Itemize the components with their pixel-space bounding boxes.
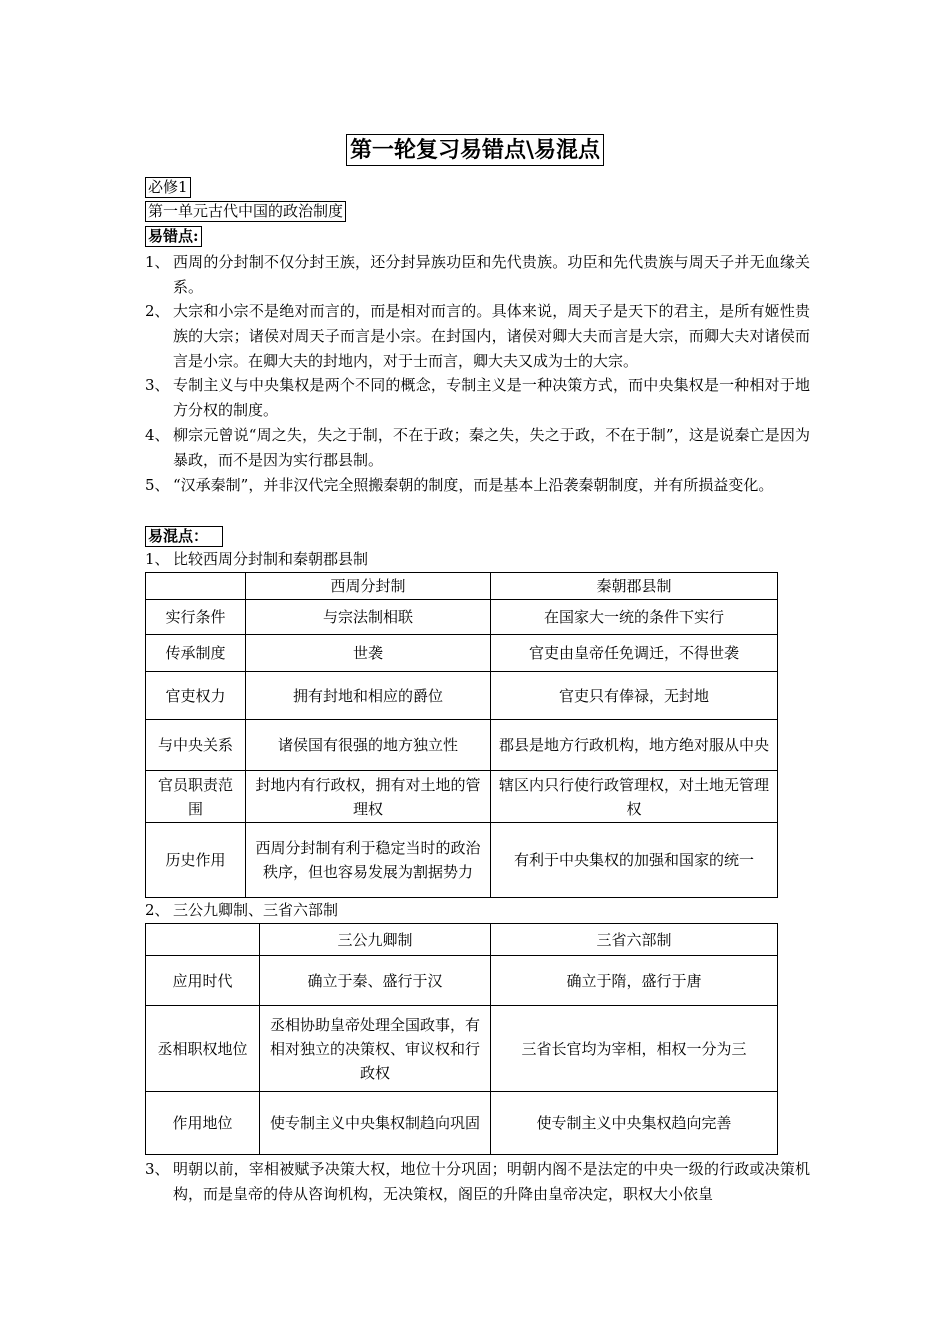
row-label: 与中央关系 [146, 720, 246, 771]
title-area [0, 134, 950, 166]
table-cell: 与宗法制相联 [246, 600, 491, 635]
table-row [146, 1006, 778, 1092]
table-row [146, 771, 778, 823]
error-text: “汉承秦制”，并非汉代完全照搬秦朝的制度，而是基本上沿袭秦朝制度，并有所损益变化。 [173, 476, 774, 494]
error-text: 专制主义与中央集权是两个不同的概念，专制主义是一种决策方式，而中央集权是一种相对于地方分权的制度。 [173, 376, 810, 419]
row-label: 历史作用 [146, 823, 246, 898]
compare2-caption-text: 三公九卿制、三省六部制 [173, 901, 339, 919]
header-cell [146, 924, 260, 956]
error-number: 2、 [145, 302, 170, 320]
table-header-row [146, 573, 778, 600]
table-header-row [146, 924, 778, 956]
error-text: 西周的分封制不仅分封王族，还分封异族功臣和先代贵族。功臣和先代贵族与周天子并无血缘关系。 [173, 253, 810, 296]
item-3-number: 3、 [145, 1160, 170, 1178]
error-number: 3、 [145, 376, 170, 394]
table-cell: 世袭 [246, 635, 491, 672]
module-label: 必修1 [145, 177, 191, 198]
table-row [146, 600, 778, 635]
item-3 [145, 1157, 810, 1207]
table-cell: 确立于秦、盛行于汉 [260, 956, 491, 1006]
error-number: 4、 [145, 426, 170, 444]
error-text: 柳宗元曾说“周之失，失之于制，不在于政；秦之失，失之于政，不在于制”，这是说秦亡是因为暴政，而不是因为实行郡县制。 [173, 426, 810, 469]
error-item [145, 299, 810, 374]
table-cell: 官吏由皇帝任免调迁，不得世袭 [491, 635, 778, 672]
row-label: 应用时代 [146, 956, 260, 1006]
row-label: 实行条件 [146, 600, 246, 635]
table-cell: 辖区内只行使行政管理权，对土地无管理权 [491, 771, 778, 823]
compare1-caption-text: 比较西周分封制和秦朝郡县制 [173, 550, 369, 568]
table-row [146, 956, 778, 1006]
row-label: 官吏权力 [146, 672, 246, 720]
header-cell: 三公九卿制 [260, 924, 491, 956]
unit-label: 第一单元古代中国的政治制度 [145, 201, 346, 222]
header-cell [146, 573, 246, 600]
error-item [145, 473, 810, 498]
table-row [146, 720, 778, 771]
table-row [146, 1092, 778, 1155]
row-label: 官员职责范围 [146, 771, 246, 823]
compare1-number: 1、 [145, 550, 170, 568]
error-item [145, 250, 810, 300]
compare1-caption [145, 547, 810, 572]
table-cell: 郡县是地方行政机构，地方绝对服从中央 [491, 720, 778, 771]
table-row [146, 672, 778, 720]
table-cell: 在国家大一统的条件下实行 [491, 600, 778, 635]
header-cell: 西周分封制 [246, 573, 491, 600]
compare1-table [145, 572, 778, 898]
table-cell: 使专制主义中央集权制趋向巩固 [260, 1092, 491, 1155]
item-3-text: 明朝以前，宰相被赋予决策大权，地位十分巩固；明朝内阁不是法定的中央一级的行政或决策机构，而是皇帝的侍从咨询机构，无决策权，阁臣的升降由皇帝决定，职权大小依皇 [173, 1160, 810, 1203]
error-number: 1、 [145, 253, 170, 271]
header-cell: 三省六部制 [491, 924, 778, 956]
row-label: 丞相职权地位 [146, 1006, 260, 1092]
table-cell: 拥有封地和相应的爵位 [246, 672, 491, 720]
row-label: 传承制度 [146, 635, 246, 672]
table-cell: 诸侯国有很强的地方独立性 [246, 720, 491, 771]
table-cell: 三省长官均为宰相，相权一分为三 [491, 1006, 778, 1092]
error-text: 大宗和小宗不是绝对而言的，而是相对而言的。具体来说，周天子是天下的君主，是所有姬性贵族的大宗；诸侯对周天子而言是小宗。在封国内，诸侯对卿大夫而言是大宗，而卿大夫对诸侯而言是小宗。在卿大夫的封地内，对于士而言，卿大夫又成为士的大宗。 [173, 302, 810, 370]
compare2-number: 2、 [145, 901, 170, 919]
table-cell: 使专制主义中央集权趋向完善 [491, 1092, 778, 1155]
row-label: 作用地位 [146, 1092, 260, 1155]
table-cell: 官吏只有俸禄，无封地 [491, 672, 778, 720]
table-cell: 确立于隋，盛行于唐 [491, 956, 778, 1006]
errors-heading: 易错点: [145, 226, 202, 247]
table-cell: 封地内有行政权，拥有对土地的管理权 [246, 771, 491, 823]
table-cell: 丞相协助皇帝处理全国政事，有相对独立的决策权、审议权和行政权 [260, 1006, 491, 1092]
table-cell: 西周分封制有利于稳定当时的政治秩序，但也容易发展为割据势力 [246, 823, 491, 898]
error-item [145, 373, 810, 423]
table-row [146, 823, 778, 898]
compare2-caption [145, 898, 810, 923]
table-row [146, 635, 778, 672]
compare2-table [145, 923, 778, 1155]
error-number: 5、 [145, 476, 170, 494]
header-cell: 秦朝郡县制 [491, 573, 778, 600]
confusions-heading: 易混点： [145, 526, 223, 547]
page-title: 第一轮复习易错点\易混点 [346, 134, 604, 166]
error-item [145, 423, 810, 473]
table-cell: 有利于中央集权的加强和国家的统一 [491, 823, 778, 898]
